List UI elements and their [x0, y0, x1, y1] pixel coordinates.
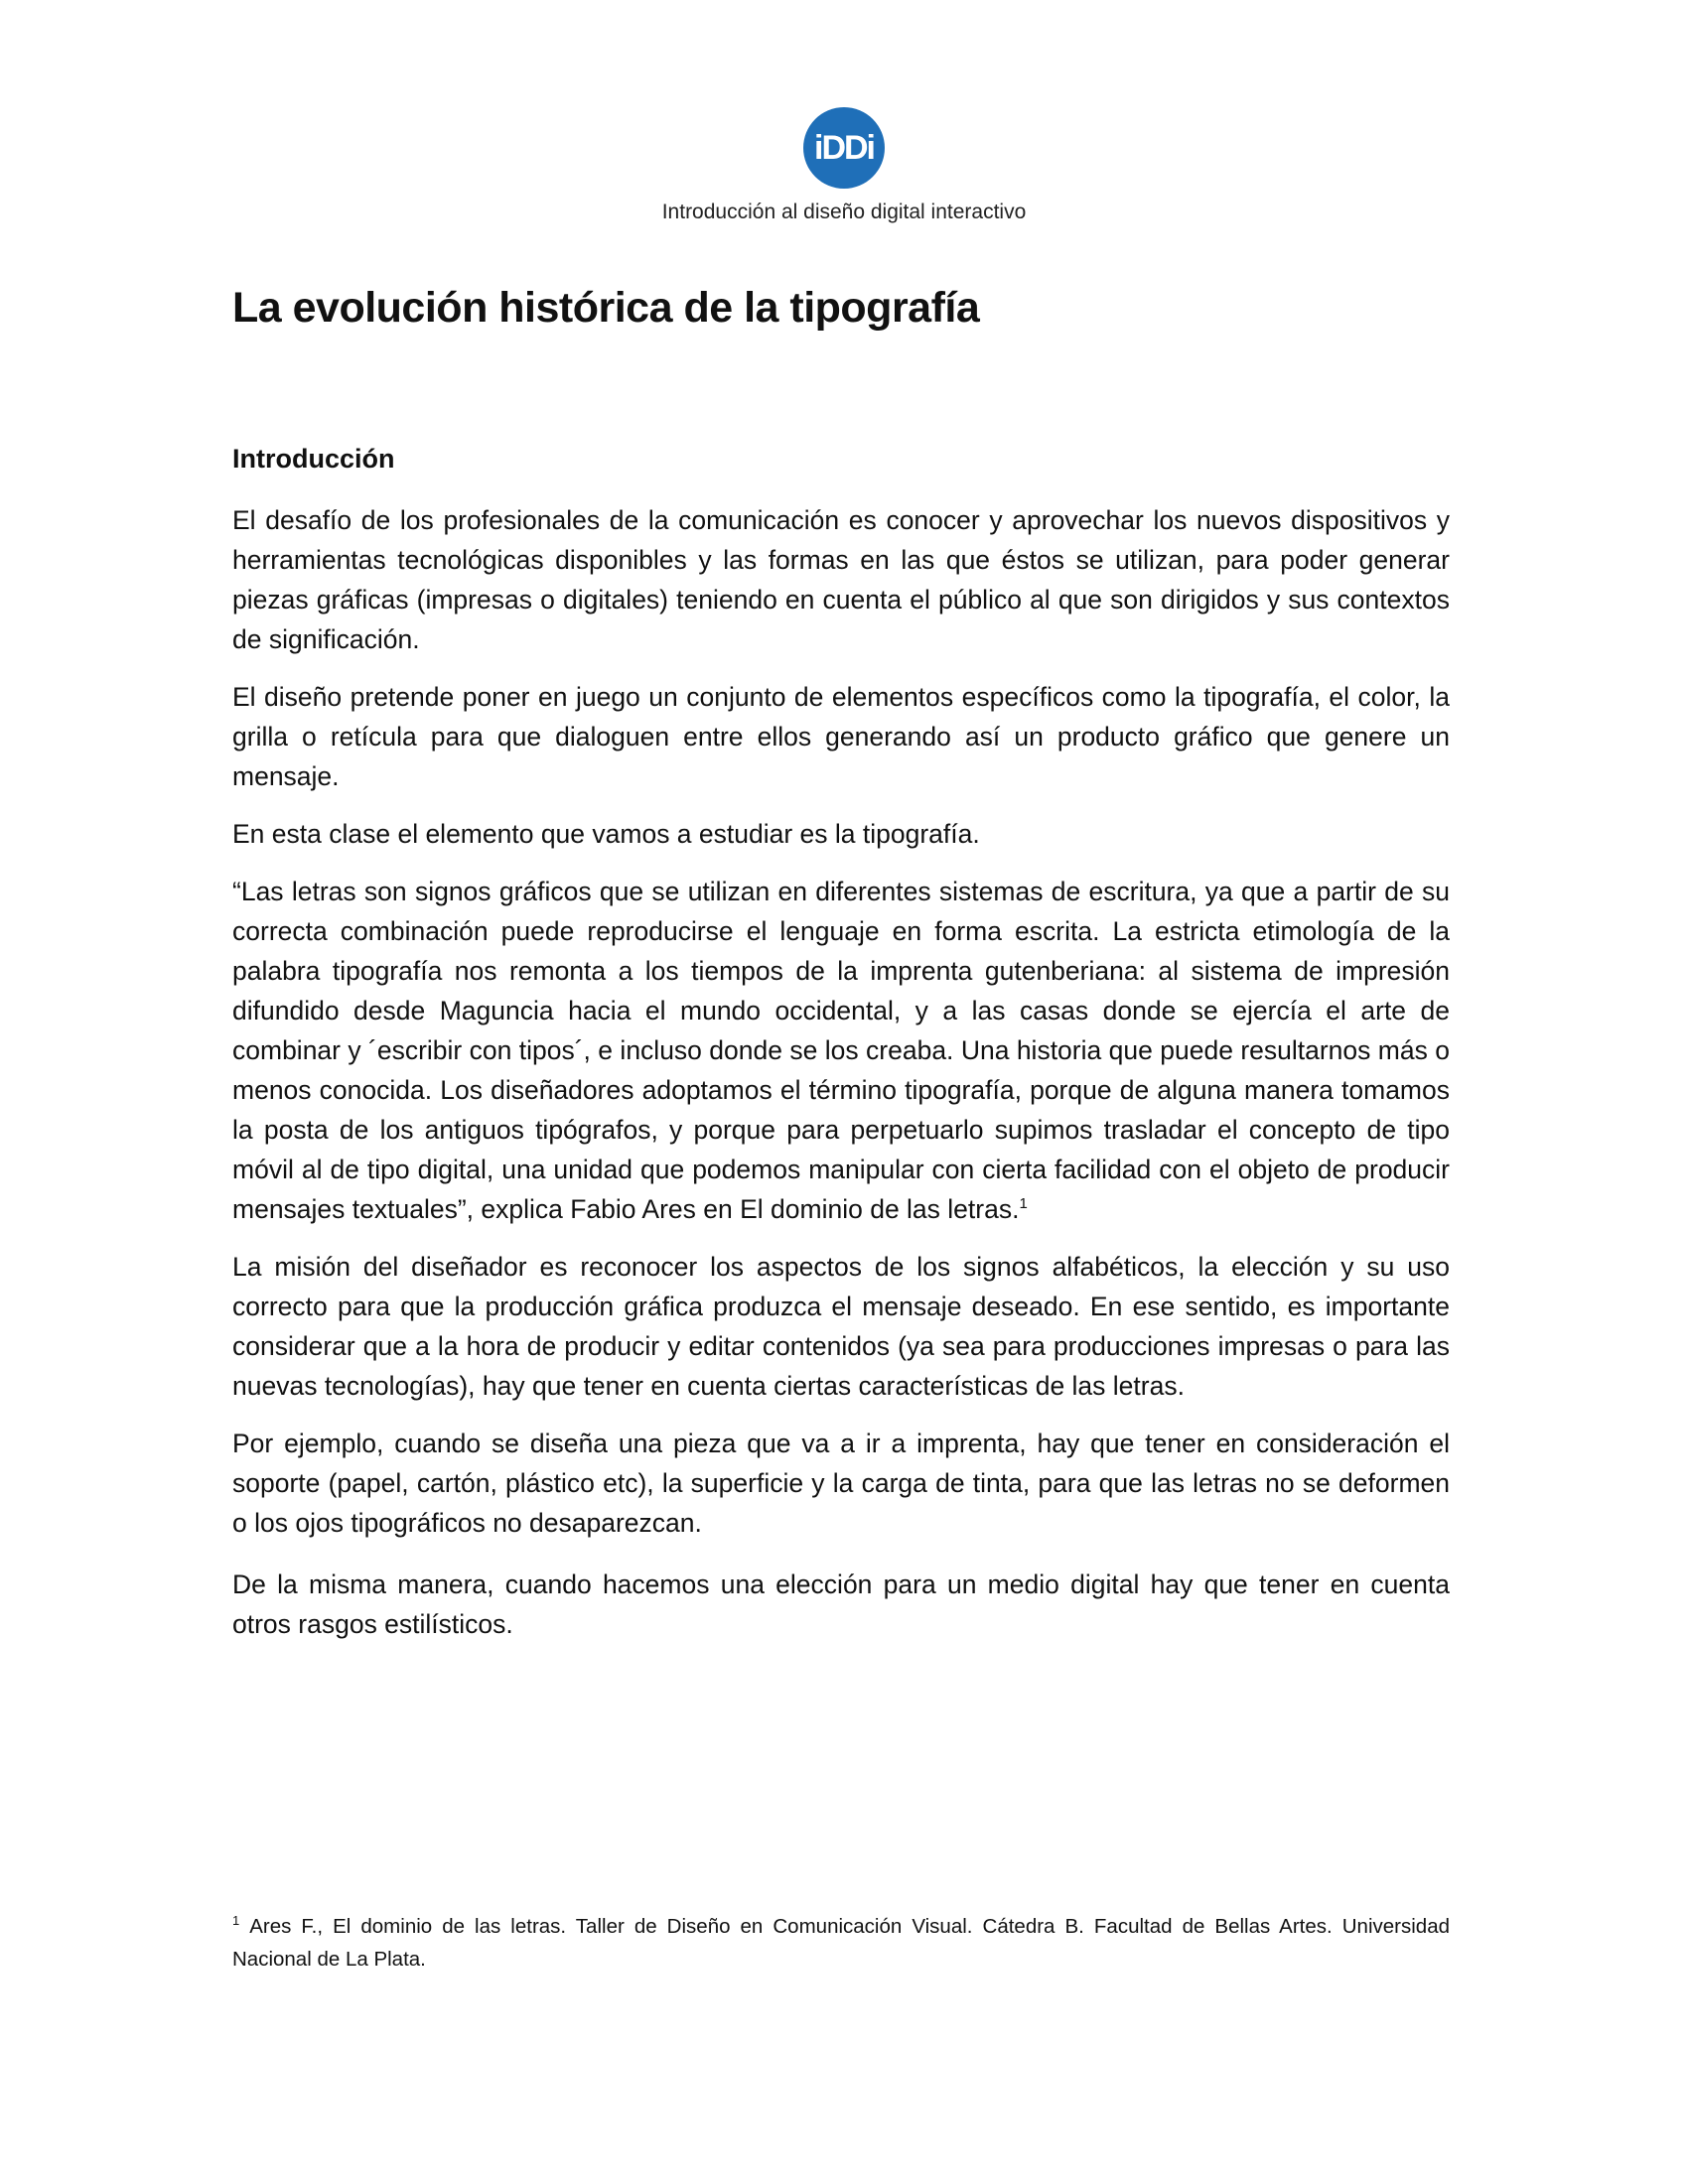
logo-text: iDDi [814, 128, 874, 167]
document-title: La evolución histórica de la tipografía [232, 284, 980, 332]
footnote [232, 1910, 1450, 1976]
footnote-reference: 1 [1019, 1195, 1028, 1213]
paragraph-6: Por ejemplo, cuando se diseña una pieza que va a ir a imprenta, hay que tener en consideración el soporte (papel, cartón, plástico etc), la superficie y la carga de tinta, para que las letras no se deformen o los ojos tipográficos no desaparezcan. [232, 1429, 1450, 1538]
footnote-text: Ares F., El dominio de las letras. Taller de Diseño en Comunicación Visual. Cátedra B. Facultad de Bellas Artes. Universidad Nacional de La Plata. [232, 1915, 1450, 1971]
document-body [232, 284, 1450, 1644]
iddi-logo [803, 107, 885, 189]
paragraph-7: De la misma manera, cuando hacemos una elección para un medio digital hay que tener en cuenta otros rasgos estilísticos. [232, 1570, 1450, 1639]
paragraph-2: El diseño pretende poner en juego un conjunto de elementos específicos como la tipografía, el color, la grilla o retícula para que dialoguen entre ellos generando así un producto gráfico que genere un mensaje. [232, 682, 1450, 791]
paragraph-5: La misión del diseñador es reconocer los aspectos de los signos alfabéticos, la elección y su uso correcto para que la producción gráfica produzca el mensaje deseado. En ese sentido, es importante considerar que a la hora de producir y editar contenidos (ya sea para producciones impresas o para las nuevas tecnologías), hay que tener en cuenta ciertas características de las letras. [232, 1252, 1450, 1401]
page-header [0, 107, 1688, 224]
section-heading: Introducción [232, 444, 395, 474]
quote-text: “Las letras son signos gráficos que se utilizan en diferentes sistemas de escritura, ya que a partir de su correcta combinación puede reproducirse el lenguaje en forma escrita. La estricta etimología de la palabra tipografía nos remonta a los tiempos de la imprenta gutenberiana: al sistema de impresión difundido desde Maguncia hacia el mundo occidental, y a las casas donde se ejercía el arte de combinar y ´escribir con tipos´, e incluso donde se los creaba. Una historia que puede resultarnos más o menos conocida. Los diseñadores adoptamos el término tipografía, porque de alguna manera tomamos la posta de los antiguos tipógrafos, y porque para perpetuarlo supimos trasladar el concepto de tipo móvil al de tipo digital, una unidad que podemos manipular con cierta facilidad con el objeto de producir mensajes textuales”, explica Fabio Ares en El dominio de las letras. [232, 877, 1450, 1224]
paragraph-1: El desafío de los profesionales de la comunicación es conocer y aprovechar los nuevos dispositivos y herramientas tecnológicas disponibles y las formas en las que éstos se utilizan, para poder generar piezas gráficas (impresas o digitales) teniendo en cuenta el público al que son dirigidos y sus contextos de significación. [232, 505, 1450, 654]
paragraph-3: En esta clase el elemento que vamos a estudiar es la tipografía. [232, 819, 980, 849]
header-subtitle: Introducción al diseño digital interactivo [661, 201, 1027, 223]
footnote-marker: 1 [232, 1913, 240, 1929]
paragraph-4-quote [232, 872, 1450, 1229]
